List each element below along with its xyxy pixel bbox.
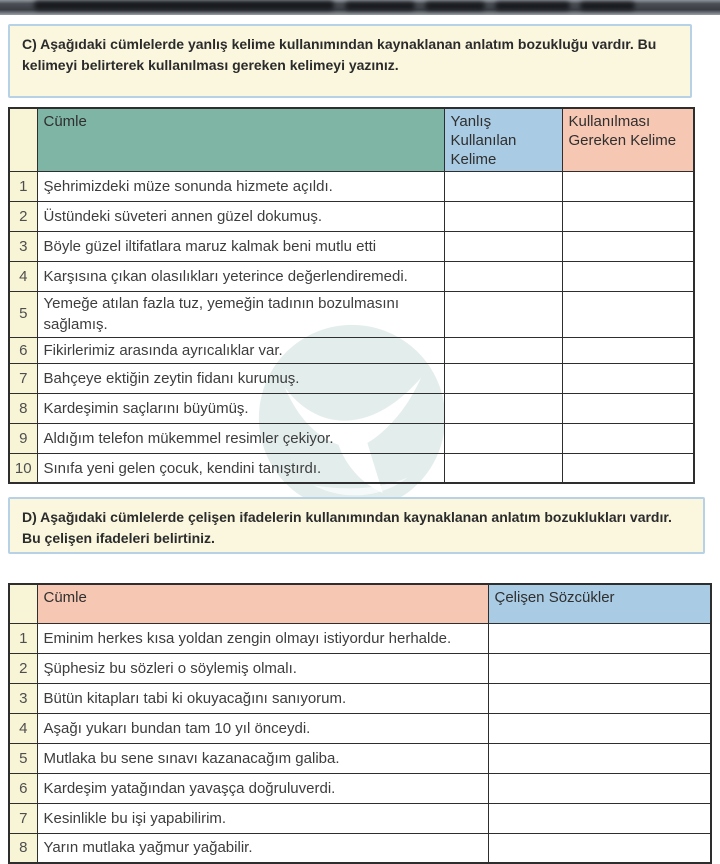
table-wrong-word — [8, 107, 695, 484]
table-row — [9, 262, 694, 292]
answer-cell-wrong — [444, 453, 562, 483]
row-number: 1 — [9, 623, 37, 653]
header-conflict-cell: Çelişen Sözcükler — [488, 584, 711, 623]
instruction-text-c: C) Aşağıdaki cümlelerde yanlış kelime kullanımından kaynaklanan anlatım bozukluğu vardır. Bu kelimeyi belirterek kullanılması gereken kelimeyi yazınız. — [22, 36, 657, 73]
answer-cell-wrong — [444, 292, 562, 338]
sentence-cell: Aşağı yukarı bundan tam 10 yıl önceydi. — [37, 713, 488, 743]
table-row — [9, 743, 711, 773]
sentence-cell: Fikirlerimiz arasında ayrıcalıklar var. — [37, 337, 444, 363]
sentence-cell: Yarın mutlaka yağmur yağabilir. — [37, 833, 488, 863]
answer-cell-wrong — [444, 337, 562, 363]
table-row — [9, 202, 694, 232]
row-number: 1 — [9, 172, 37, 202]
row-number: 4 — [9, 262, 37, 292]
sentence-cell: Kardeşim yatağından yavaşça doğruluverdi. — [37, 773, 488, 803]
answer-cell-wrong — [444, 393, 562, 423]
header-num-cell — [9, 108, 37, 172]
answer-cell-conflict — [488, 803, 711, 833]
sentence-cell: Yemeğe atılan fazla tuz, yemeğin tadının bozulmasını sağlamış. — [37, 292, 444, 338]
answer-cell-correct — [562, 453, 694, 483]
answer-cell-wrong — [444, 172, 562, 202]
instruction-box-d — [8, 497, 705, 554]
table-row — [9, 803, 711, 833]
row-number: 10 — [9, 453, 37, 483]
table-row — [9, 623, 711, 653]
blurred-title-blob — [580, 2, 635, 10]
table-row — [9, 393, 694, 423]
blurred-title-blob — [425, 2, 485, 10]
answer-cell-correct — [562, 262, 694, 292]
table-row — [9, 172, 694, 202]
row-number: 2 — [9, 653, 37, 683]
table-row — [9, 773, 711, 803]
answer-cell-correct — [562, 202, 694, 232]
sentence-cell: Karşısına çıkan olasılıkları yeterince değerlendiremedi. — [37, 262, 444, 292]
answer-cell-wrong — [444, 202, 562, 232]
row-number: 6 — [9, 773, 37, 803]
blurred-title-blob — [34, 1, 334, 10]
sentence-cell: Eminim herkes kısa yoldan zengin olmayı istiyordur herhalde. — [37, 623, 488, 653]
answer-cell-conflict — [488, 713, 711, 743]
instruction-box-c — [8, 24, 692, 98]
sentence-cell: Şüphesiz bu sözleri o söylemiş olmalı. — [37, 653, 488, 683]
answer-cell-wrong — [444, 423, 562, 453]
row-number: 9 — [9, 423, 37, 453]
answer-cell-conflict — [488, 743, 711, 773]
blurred-title-blob — [495, 2, 570, 10]
sentence-cell: Bütün kitapları tabi ki okuyacağını sanıyorum. — [37, 683, 488, 713]
page-header-bar — [0, 0, 720, 15]
row-number: 8 — [9, 833, 37, 863]
header-num-cell — [9, 584, 37, 623]
sentence-cell: Bahçeye ektiğin zeytin fidanı kurumuş. — [37, 363, 444, 393]
answer-cell-conflict — [488, 773, 711, 803]
answer-cell-correct — [562, 292, 694, 338]
header-correct-word-cell: Kullanılması Gereken Kelime — [562, 108, 694, 172]
header-sentence-cell: Cümle — [37, 584, 488, 623]
sentence-cell: Kesinlikle bu işi yapabilirim. — [37, 803, 488, 833]
sentence-cell: Kardeşimin saçlarını büyümüş. — [37, 393, 444, 423]
table-row — [9, 232, 694, 262]
sentence-cell: Aldığım telefon mükemmel resimler çekiyor. — [37, 423, 444, 453]
answer-cell-correct — [562, 337, 694, 363]
answer-cell-wrong — [444, 363, 562, 393]
answer-cell-correct — [562, 423, 694, 453]
answer-cell-correct — [562, 363, 694, 393]
table-row — [9, 713, 711, 743]
row-number: 8 — [9, 393, 37, 423]
sentence-cell: Sınıfa yeni gelen çocuk, kendini tanıştırdı. — [37, 453, 444, 483]
table-row — [9, 363, 694, 393]
row-number: 2 — [9, 202, 37, 232]
header-wrong-word-cell: Yanlış Kullanılan Kelime — [444, 108, 562, 172]
row-number: 5 — [9, 743, 37, 773]
header-sentence-cell: Cümle — [37, 108, 444, 172]
answer-cell-conflict — [488, 683, 711, 713]
answer-cell-wrong — [444, 262, 562, 292]
table-row — [9, 833, 711, 863]
table-row — [9, 653, 711, 683]
instruction-text-d: D) Aşağıdaki cümlelerde çelişen ifadelerin kullanımından kaynaklanan anlatım bozuklukları vardır. Bu çelişen ifadeleri belirtiniz. — [22, 509, 672, 546]
sentence-cell: Mutlaka bu sene sınavı kazanacağım galiba. — [37, 743, 488, 773]
answer-cell-correct — [562, 172, 694, 202]
answer-cell-correct — [562, 232, 694, 262]
answer-cell-correct — [562, 393, 694, 423]
table-row — [9, 423, 694, 453]
row-number: 3 — [9, 683, 37, 713]
table-conflicting-words — [8, 583, 712, 864]
answer-cell-wrong — [444, 232, 562, 262]
row-number: 6 — [9, 337, 37, 363]
answer-cell-conflict — [488, 653, 711, 683]
table-row — [9, 292, 694, 338]
table-header-row — [9, 584, 711, 623]
sentence-cell: Üstündeki süveteri annen güzel dokumuş. — [37, 202, 444, 232]
table-row — [9, 683, 711, 713]
table-row — [9, 453, 694, 483]
sentence-cell: Şehrimizdeki müze sonunda hizmete açıldı. — [37, 172, 444, 202]
row-number: 7 — [9, 363, 37, 393]
row-number: 3 — [9, 232, 37, 262]
row-number: 4 — [9, 713, 37, 743]
table-header-row — [9, 108, 694, 172]
answer-cell-conflict — [488, 623, 711, 653]
row-number: 5 — [9, 292, 37, 338]
row-number: 7 — [9, 803, 37, 833]
table-row — [9, 337, 694, 363]
sentence-cell: Böyle güzel iltifatlara maruz kalmak beni mutlu etti — [37, 232, 444, 262]
blurred-title-blob — [345, 2, 415, 10]
answer-cell-conflict — [488, 833, 711, 863]
